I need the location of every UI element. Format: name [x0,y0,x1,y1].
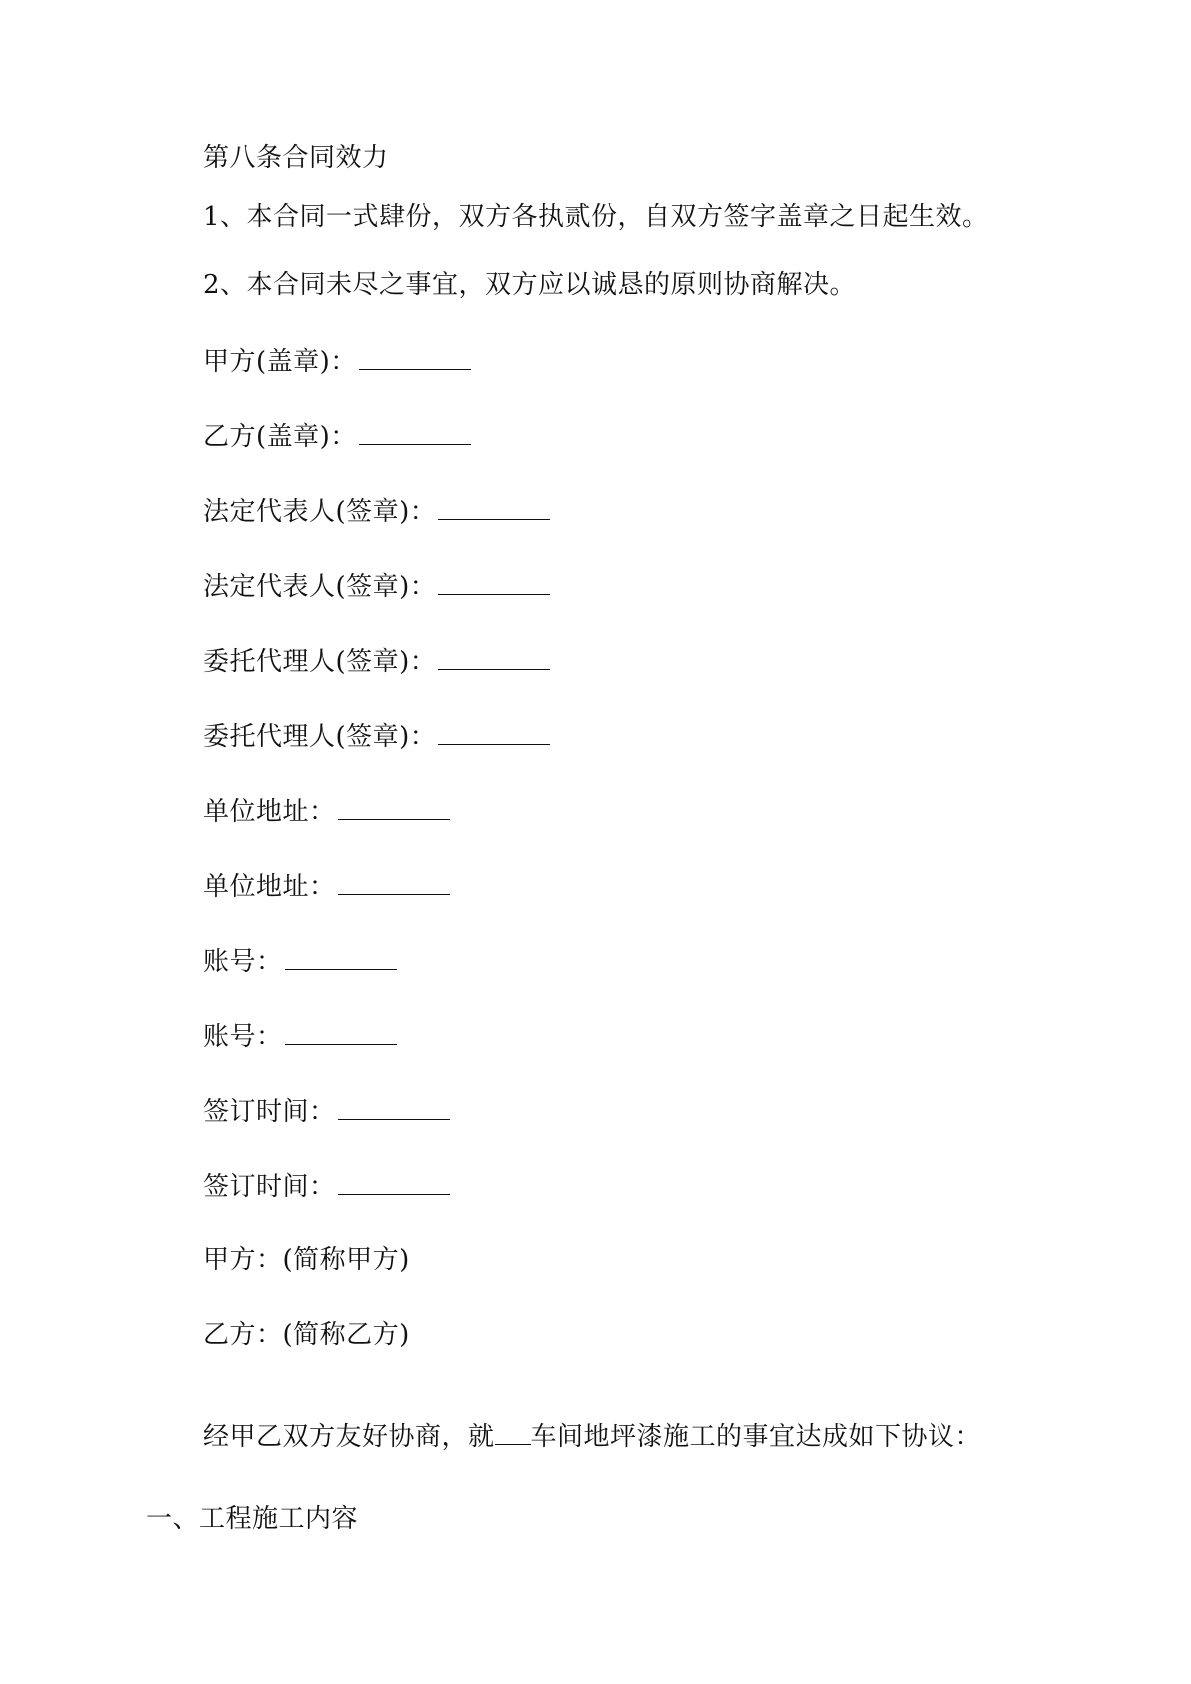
signature-field-party-b-seal [203,418,471,454]
field-label: 签订时间： [203,1097,336,1127]
fill-in-blank [338,793,450,820]
fill-in-blank [338,868,450,895]
field-label: 单位地址： [203,872,336,902]
fill-in-blank [359,418,471,445]
fill-in-blank [438,568,550,595]
field-label: 法定代表人(签章)： [203,497,437,527]
fill-in-blank [285,1018,397,1045]
agreement-prefix: 经甲乙双方友好协商，就 [203,1422,495,1452]
signature-field-date-b [203,1168,450,1204]
field-label: 委托代理人(签章)： [203,722,437,752]
signature-field-legal-rep-a [203,493,550,529]
agreement-intro [203,1418,981,1454]
signature-field-address-b [203,868,450,904]
fill-in-blank [338,1093,450,1120]
signature-field-party-a-seal [203,343,471,379]
signature-field-date-a [203,1093,450,1129]
field-label: 单位地址： [203,797,336,827]
signature-field-account-b [203,1018,397,1054]
signature-field-account-a [203,943,397,979]
field-label: 法定代表人(签章)： [203,572,437,602]
fill-in-blank [285,943,397,970]
field-label: 签订时间： [203,1172,336,1202]
signature-field-legal-rep-b [203,568,550,604]
signature-field-agent-b [203,718,550,754]
party-a-line: 甲方：(简称甲方) [203,1245,410,1275]
fill-in-blank [338,1168,450,1195]
clause-1: 1、本合同一式肆份，双方各执贰份，自双方签字盖章之日起生效。 [203,202,989,232]
article-title: 第八条合同效力 [203,143,389,173]
signature-field-agent-a [203,643,550,679]
field-label: 乙方(盖章)： [203,422,357,452]
party-b-line: 乙方：(简称乙方) [203,1320,410,1350]
signature-field-address-a [203,793,450,829]
fill-in-blank [495,1418,531,1445]
agreement-suffix: 车间地坪漆施工的事宜达成如下协议： [530,1422,982,1452]
fill-in-blank [438,493,550,520]
field-label: 委托代理人(签章)： [203,647,437,677]
fill-in-blank [438,643,550,670]
fill-in-blank [359,343,471,370]
clause-2: 2、本合同未尽之事宜，双方应以诚恳的原则协商解决。 [203,270,857,300]
field-label: 账号： [203,947,283,977]
field-label: 账号： [203,1022,283,1052]
fill-in-blank [438,718,550,745]
field-label: 甲方(盖章)： [203,347,357,377]
section-heading: 一、工程施工内容 [146,1504,359,1534]
